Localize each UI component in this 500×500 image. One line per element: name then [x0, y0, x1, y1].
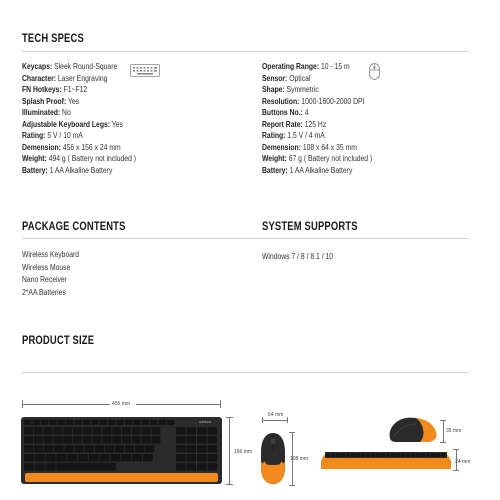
product-size-divider [22, 372, 468, 373]
tech-specs-title: TECH SPECS [22, 33, 84, 45]
mouse-spec-row [262, 165, 372, 177]
keyboard-spec-value: Laser Engraving [56, 73, 108, 83]
keyboard-key [58, 420, 66, 425]
mouse-spec-value: 10 - 15 m [319, 62, 350, 71]
keyboard-key [46, 463, 56, 471]
keyboard-spec-row [22, 130, 136, 142]
numpad-key [176, 463, 186, 471]
system-supports-list [262, 251, 346, 264]
keyboard-key [115, 445, 124, 453]
keyboard-illustration [21, 417, 222, 484]
keyboard-key [75, 445, 84, 453]
mouse-width-label: 64 mm [268, 412, 284, 418]
package-contents-divider [22, 238, 468, 239]
kb-width-tick-right [220, 400, 221, 408]
keyboard-key [44, 436, 53, 444]
keyboard-key [135, 445, 144, 453]
numpad-key [208, 427, 218, 435]
numpad-key [187, 445, 197, 453]
keyboard-spec-row [22, 107, 136, 119]
keyboard-key [24, 454, 34, 462]
side-key [341, 453, 345, 457]
keyboard-spec-value: Yes [66, 96, 80, 106]
keyboard-key [93, 427, 102, 435]
side-key [426, 453, 430, 457]
mouse-spec-key: Resolution: [262, 96, 300, 106]
product-size-title: PRODUCT SIZE [22, 335, 95, 347]
side-key [381, 453, 385, 457]
package-contents-list [22, 249, 89, 299]
mouse-spec-value: 1.5 V / 4 mA [285, 131, 325, 140]
keyboard-spec-key: Keycaps: [22, 62, 53, 71]
kb-width-line-right [136, 404, 220, 405]
keyboard-spec-key: Splash Proof: [22, 96, 67, 106]
keyboard-spec-value: 5 V / 10 mA [45, 131, 83, 140]
keyboard-side-illustration [320, 451, 452, 471]
keyboard-key [121, 454, 131, 462]
mouse-spec-value: 108 x 64 x 35 mm [300, 142, 357, 152]
side-key [436, 453, 440, 457]
keyboard-key [142, 420, 150, 425]
kb-height-label: 156 mm [234, 449, 253, 455]
keyboard-key [34, 436, 43, 444]
keyboard-key [116, 420, 124, 425]
keyboard-key [125, 420, 133, 425]
side-key [366, 453, 370, 457]
mouse-height-line [443, 420, 444, 442]
mouse-spec-row [262, 73, 372, 85]
keyboard-key [35, 454, 45, 462]
keyboard-key [24, 420, 32, 425]
mouse-spec-value: 67 g ( Battery not included ) [286, 154, 373, 163]
keyboard-key [93, 436, 102, 444]
keyboard-spec-value: 494 g ( Battery not included ) [46, 154, 137, 163]
keyboard-key [24, 445, 33, 453]
svg-text:A4TECH: A4TECH [199, 420, 211, 424]
mouse-spec-row [262, 142, 372, 154]
keyboard-key [78, 454, 88, 462]
keyboard-key [83, 436, 92, 444]
keyboard-key [63, 436, 72, 444]
keyboard-spec-value: No [60, 108, 71, 117]
keyboard-key [54, 445, 63, 453]
numpad-key [208, 436, 218, 444]
system-supports-text: Windows 7 / 8 / 8.1 / 10 [262, 252, 334, 261]
keyboard-key [102, 436, 111, 444]
package-item: Nano Receiver [22, 275, 67, 284]
kb-width-tick-left [22, 400, 23, 408]
numpad-key [176, 454, 186, 462]
keyboard-key [63, 427, 72, 435]
keyboard-key [49, 420, 57, 425]
kb-width-line-left [22, 404, 110, 405]
tech-specs-divider [22, 51, 468, 52]
keyboard-spec-key: Demension: [22, 142, 61, 152]
mouse-spec-row [262, 84, 372, 96]
keyboard-key [53, 436, 62, 444]
keyboard-key [44, 427, 53, 435]
keyboard-key [100, 454, 110, 462]
keyboard-key [142, 427, 151, 435]
numpad-key [197, 427, 207, 435]
mouse-height-label: 35 mm [446, 428, 462, 434]
side-key [416, 453, 420, 457]
mouse-spec-key: Demension: [262, 142, 301, 152]
side-key [441, 453, 445, 457]
kb-height-line [229, 417, 230, 484]
keyboard-spec-row [22, 73, 136, 85]
keyboard-key [132, 436, 141, 444]
keyboard-key [56, 454, 66, 462]
keyboard-key [64, 445, 73, 453]
side-key [351, 453, 355, 457]
keyboard-key [122, 427, 131, 435]
mouse-spec-row [262, 153, 372, 165]
mouse-spec-row [262, 119, 372, 131]
mouse-height-tick-bottom [440, 442, 446, 443]
mouse-spec-value: 1 AA Alkaline Battery [287, 165, 353, 175]
numpad-key [176, 427, 186, 435]
keyboard-key [108, 420, 116, 425]
side-key [411, 453, 415, 457]
mouse-spec-key: Sensor: [262, 73, 288, 83]
mouse-length-label: 108 mm [290, 456, 309, 462]
mouse-width-tick-right [287, 417, 288, 423]
kb-height-tick-bottom [226, 484, 233, 485]
mouse-spec-row [262, 61, 372, 73]
keyboard-key [35, 463, 45, 471]
keyboard-spec-key: Illuminated: [22, 108, 61, 117]
mouse-spec-value: 4 [302, 108, 309, 117]
keyboard-icon [130, 64, 160, 77]
keyboard-key [142, 436, 151, 444]
side-key [331, 453, 335, 457]
package-contents-title: PACKAGE CONTENTS [22, 221, 126, 233]
numpad-key [187, 427, 197, 435]
numpad-key [187, 463, 197, 471]
side-key [386, 453, 390, 457]
keyboard-key [83, 420, 91, 425]
numpad-key [197, 436, 207, 444]
side-key [421, 453, 425, 457]
keyboard-key [105, 445, 114, 453]
keyboard-key [125, 445, 134, 453]
system-supports-title: SYSTEM SUPPORTS [262, 221, 358, 233]
side-key [336, 453, 340, 457]
numpad-key [187, 454, 197, 462]
keyboard-key [44, 445, 53, 453]
keyboard-key [66, 420, 74, 425]
keyboard-key [74, 420, 82, 425]
numpad-key [197, 463, 207, 471]
keyboard-key [32, 420, 40, 425]
mouse-spec-value: Symmetric [284, 85, 319, 94]
mouse-spec-value: 1000-1600-2000 DPI [299, 96, 365, 106]
keyboard-key [133, 420, 141, 425]
keyboard-key [102, 427, 111, 435]
numpad-key [197, 454, 207, 462]
keyboard-key [132, 427, 141, 435]
mouse-spec-key: Rating: [262, 131, 286, 140]
keyboard-key [73, 427, 82, 435]
mouse-spec-value: 125 Hz [302, 119, 327, 129]
keyboard-spec-key: Rating: [22, 131, 46, 140]
keyboard-spec-row [22, 61, 136, 73]
keyboard-spec-key: Battery: [22, 165, 48, 175]
mouse-spec-value: Optical [287, 73, 311, 83]
mouse-spec-key: Report Rate: [262, 119, 303, 129]
side-key [431, 453, 435, 457]
mouse-height-tick-top [440, 420, 446, 421]
side-key [356, 453, 360, 457]
keyboard-key [143, 454, 153, 462]
keyboard-spec-row [22, 119, 136, 131]
keyboard-spec-row [22, 84, 136, 96]
keyboard-key [91, 420, 99, 425]
keyboard-key [67, 454, 77, 462]
keyboard-key [73, 436, 82, 444]
keyboard-spec-key: Character: [22, 73, 57, 83]
keyboard-spec-row [22, 165, 136, 177]
kb-depth-label: 24 mm [455, 459, 471, 465]
keyboard-key [112, 427, 121, 435]
keyboard-key [89, 454, 99, 462]
numpad-key [176, 445, 186, 453]
keyboard-spec-value: 456 x 156 x 24 mm [60, 142, 121, 152]
kb-depth-tick-bottom [453, 470, 459, 471]
keyboard-spec-row [22, 96, 136, 108]
mouse-spec-key: Operating Range: [262, 62, 320, 71]
package-item: 2*AA Batteries [22, 287, 66, 297]
keyboard-key [112, 436, 121, 444]
mouse-top-illustration [260, 432, 286, 485]
keyboard-spec-key: Adjustable Keyboard Legs: [22, 119, 111, 129]
keyboard-key [41, 420, 49, 425]
keyboard-key [151, 427, 160, 435]
side-key [326, 453, 330, 457]
keyboard-key [122, 436, 131, 444]
keyboard-key [95, 445, 104, 453]
kb-depth-tick-top [453, 449, 459, 450]
keyboard-spec-value: F1~F12 [61, 85, 88, 94]
keyboard-key [34, 445, 43, 453]
keyboard-key [132, 454, 142, 462]
mouse-side-illustration [386, 416, 438, 444]
side-key [396, 453, 400, 457]
numpad-key [208, 445, 218, 453]
package-item: Wireless Mouse [22, 262, 71, 272]
numpad-key [176, 436, 186, 444]
keyboard-key [85, 445, 94, 453]
keyboard-key [158, 420, 166, 425]
side-key [406, 453, 410, 457]
side-key [346, 453, 350, 457]
side-key [371, 453, 375, 457]
keyboard-key [151, 436, 160, 444]
keyboard-spec-value: Sleek Round-Square [52, 62, 118, 71]
keyboard-spec-row [22, 153, 136, 165]
spacebar-key [61, 463, 116, 471]
keyboard-spec-value: Yes [110, 119, 123, 129]
keyboard-key [24, 436, 33, 444]
mouse-width-line [262, 420, 287, 421]
keyboard-key [24, 463, 34, 471]
keyboard-spec-value: 1 AA Alkaline Battery [47, 165, 113, 175]
keyboard-key [24, 427, 33, 435]
mouse-spec-row [262, 107, 372, 119]
mouse-spec-row [262, 130, 372, 142]
mouse-width-tick-left [262, 417, 263, 423]
kb-width-label: 456 mm [112, 401, 131, 407]
keyboard-key [53, 427, 62, 435]
numpad-key [208, 463, 218, 471]
keyboard-key [145, 445, 154, 453]
numpad-key [197, 445, 207, 453]
mouse-spec-row [262, 96, 372, 108]
keyboard-spec-key: Weight: [22, 154, 47, 163]
keyboard-spec-key: FN Hotkeys: [22, 85, 62, 94]
mouse-spec-key: Buttons No.: [262, 108, 303, 117]
mouse-spec-key: Battery: [262, 165, 288, 175]
side-key [401, 453, 405, 457]
keyboard-key [167, 420, 175, 425]
keyboard-key [150, 420, 158, 425]
side-key [361, 453, 365, 457]
keyboard-spec-list [22, 61, 156, 176]
mouse-spec-key: Shape: [262, 85, 285, 94]
numpad-key [208, 454, 218, 462]
keyboard-key [100, 420, 108, 425]
mouse-length-tick-bottom [289, 485, 295, 486]
keyboard-key [83, 427, 92, 435]
mouse-length-tick-top [289, 432, 295, 433]
keyboard-spec-row [22, 142, 136, 154]
kb-height-tick-top [226, 417, 233, 418]
side-key [391, 453, 395, 457]
mouse-spec-key: Weight: [262, 154, 287, 163]
keyboard-key [46, 454, 56, 462]
side-key [376, 453, 380, 457]
numpad-key [187, 436, 197, 444]
keyboard-key [110, 454, 120, 462]
mouse-icon [369, 63, 380, 80]
package-item: Wireless Keyboard [22, 250, 80, 259]
keyboard-key [34, 427, 43, 435]
